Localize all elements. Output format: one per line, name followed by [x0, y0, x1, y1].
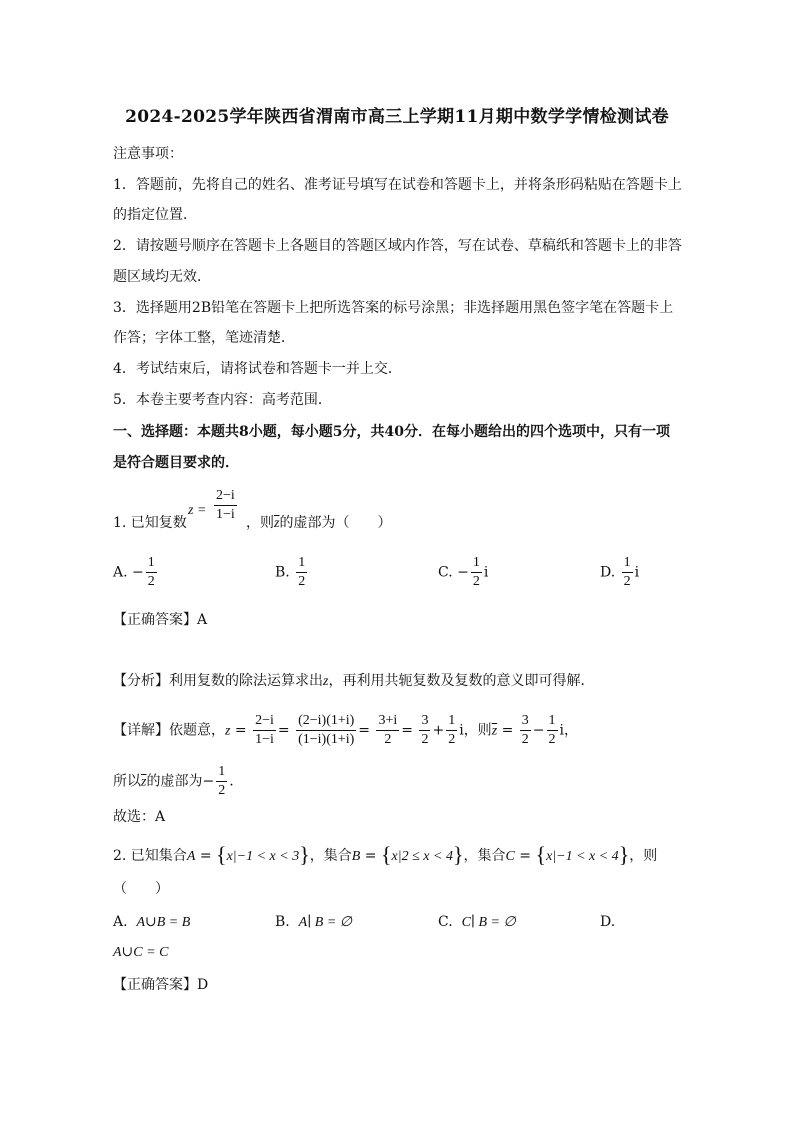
section-heading-cont: 是符合题目要求的．	[113, 455, 239, 471]
notice-heading: 注意事项：	[113, 146, 183, 162]
notice-line: 3．选择题用2B铅笔在答题卡上把所选答案的标号涂黑；非选择题用黑色签字笔在答题卡上	[113, 300, 674, 316]
notice-line: 5．本卷主要考查内容：高考范围．	[113, 392, 332, 408]
q1-option-c: C. − $\frac{1}{2}$ i	[438, 555, 489, 589]
notice-line: 题区域均无效．	[113, 269, 211, 285]
notice-line: 1．答题前，先将自己的姓名、准考证号填写在试卷和答题卡上，并将条形码粘贴在答题卡上	[113, 177, 682, 193]
section-heading: 一、选择题：本题共8小题，每小题5分，共40分．在每小题给出的四个选项中，只有一项	[113, 424, 670, 440]
q1-option-b: B. $\frac{1}{2}$	[275, 555, 306, 589]
q1-prefix: 1. 已知复数	[113, 515, 187, 531]
q1-option-a: A. − $\frac{1}{2}$	[113, 555, 155, 589]
q1-z-fraction: $\frac{2-i}{1-i}$	[216, 488, 235, 522]
q1-answer: 【正确答案】A	[113, 612, 208, 628]
q2-stem: 2. 已知集合A = {x|−1 < x < 3}，集合B = {x|2 ≤ x < 4}，集合C = {x|−1 < x < 4}，则	[113, 842, 658, 867]
q2-option-b: B. A∣ B = ∅	[275, 914, 352, 930]
q1-choose: 故选：A	[113, 809, 166, 825]
notice-line: 的指定位置．	[113, 207, 197, 223]
q1-detail: 【详解】依题意，z = $\frac{2-i}{1-i}$ = $\frac{(2-i)(1+i)}{(1-i)(1+i)}$ = $\frac{3+i}{2}$ = $\frac{3}{2}$ + $\frac{1}{2}$ i，则$\overline{z}$ = $\frac{3}{2}$ − $\frac{1}{2}$ i，	[113, 713, 578, 747]
q2-option-d-expr: A∪C = C	[113, 945, 169, 960]
page-title: 2024-2025学年陕西省渭南市高三上学期11月期中数学学情检测试卷	[125, 107, 669, 127]
notice-line: 2．请按题号顺序在答题卡上各题目的答题区域内作答，写在试卷、草稿纸和答题卡上的非答	[113, 238, 682, 254]
q1-z-var: z =	[188, 503, 207, 518]
q2-option-c: C. C∣ B = ∅	[438, 914, 516, 930]
q1-stem-tail: ，则$\overline{z}$的虚部为（ ）	[246, 515, 392, 531]
q2-answer: 【正确答案】D	[113, 977, 209, 993]
notice-line: 作答；字体工整，笔迹清楚．	[113, 330, 295, 346]
q1-conclusion: 所以$\overline{z}$的虚部为− $\frac{1}{2}$ .	[113, 764, 234, 798]
q2-paren: （ ）	[113, 881, 169, 897]
q2-option-d-label: D.	[600, 914, 616, 930]
notice-line: 4．考试结束后，请将试卷和答题卡一并上交．	[113, 361, 402, 377]
q2-option-a: A. A∪B = B	[113, 914, 191, 930]
q1-option-d: D. $\frac{1}{2}$ i	[600, 555, 640, 589]
q1-analysis: 【分析】利用复数的除法运算求出z，再利用共轭复数及复数的意义即可得解．	[113, 673, 595, 689]
